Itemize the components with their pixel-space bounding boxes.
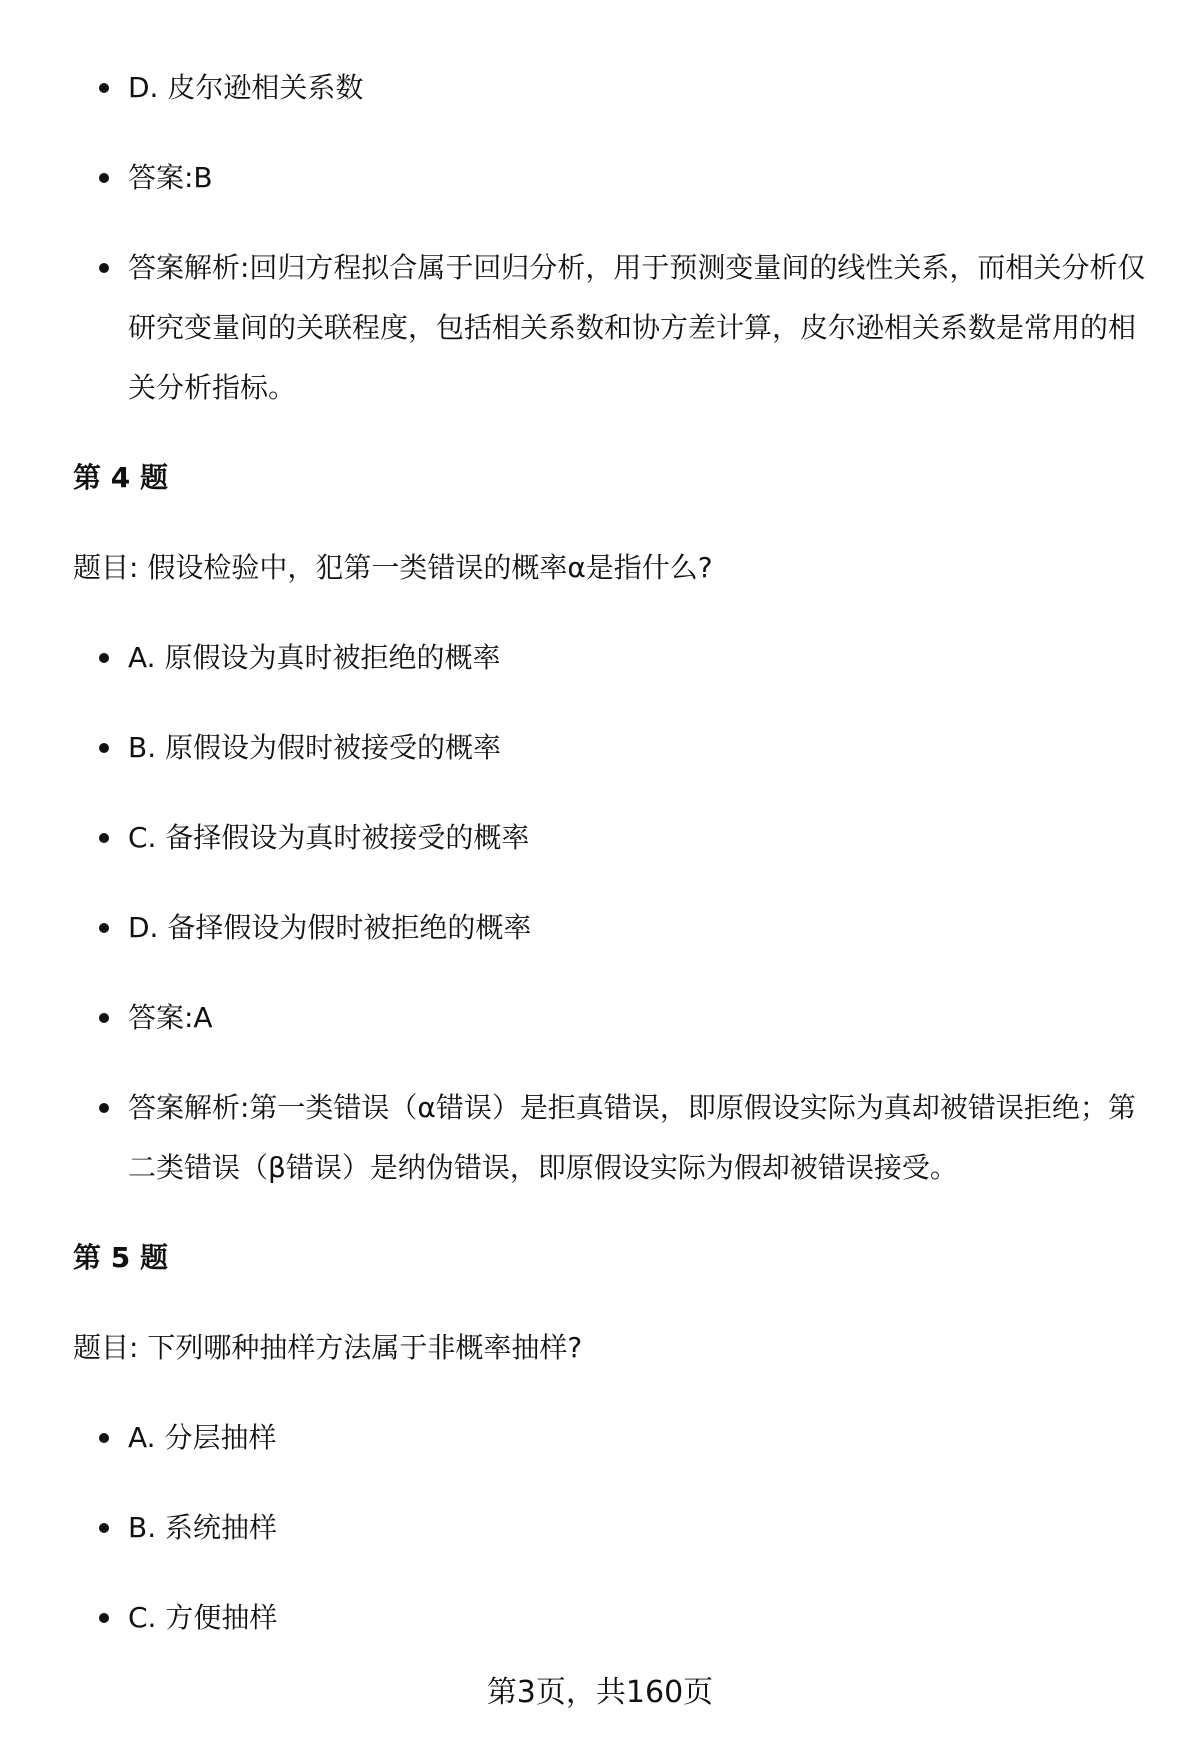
option-d-q4: D. 备择假设为假时被拒绝的概率 — [73, 898, 1153, 958]
option-a-q5: A. 分层抽样 — [73, 1408, 1153, 1468]
option-a-q4: A. 原假设为真时被拒绝的概率 — [73, 628, 1153, 688]
question-4-heading: 第 4 题 — [73, 461, 168, 494]
option-c-q4: C. 备择假设为真时被接受的概率 — [73, 808, 1153, 868]
question-5-heading: 第 5 题 — [73, 1241, 168, 1274]
question-5-prompt: 题目: 下列哪种抽样方法属于非概率抽样? — [73, 1331, 583, 1364]
option-b-q5: B. 系统抽样 — [73, 1498, 1153, 1558]
explanation-q4: 答案解析:第一类错误（α错误）是拒真错误，即原假设实际为真却被错误拒绝；第二类错误（β错误）是纳伪错误，即原假设实际为假却被错误接受。 — [73, 1078, 1153, 1198]
page-number-footer: 第3页，共160页 — [486, 1675, 714, 1710]
question-4-prompt: 题目: 假设检验中，犯第一类错误的概率α是指什么? — [73, 551, 713, 584]
option-d-q3: D. 皮尔逊相关系数 — [73, 58, 1153, 118]
answer-q3: 答案:B — [73, 148, 1153, 208]
option-c-q5: C. 方便抽样 — [73, 1588, 1153, 1648]
explanation-q3: 答案解析:回归方程拟合属于回归分析，用于预测变量间的线性关系，而相关分析仅研究变量间的关联程度，包括相关系数和协方差计算，皮尔逊相关系数是常用的相关分析指标。 — [73, 238, 1153, 418]
answer-q4: 答案:A — [73, 988, 1153, 1048]
option-b-q4: B. 原假设为假时被接受的概率 — [73, 718, 1153, 778]
page-content — [73, 58, 1153, 1678]
